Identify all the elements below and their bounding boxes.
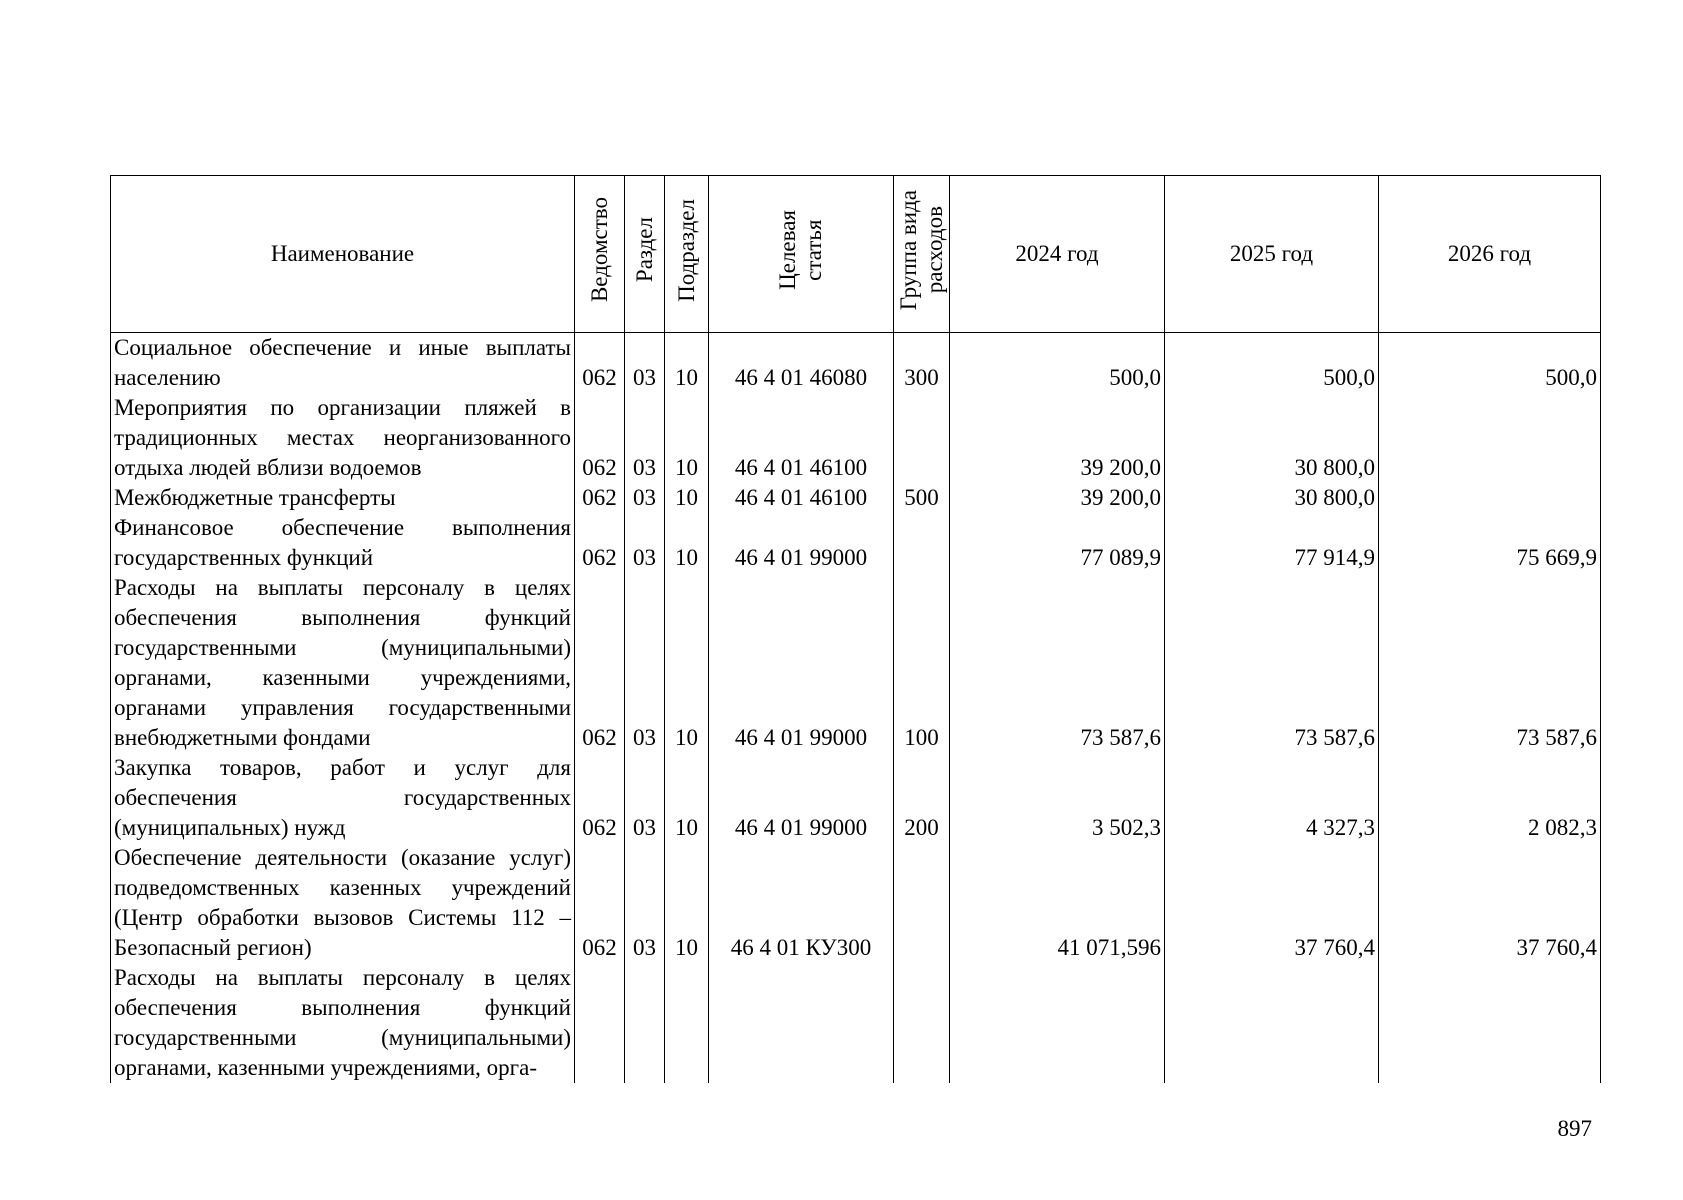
table-row — [111, 393, 1601, 483]
row-vedomstvo: 062 — [575, 753, 625, 843]
row-value-2024 — [950, 963, 1165, 1083]
row-podrazdel: 10 — [665, 573, 709, 753]
header-name: Наименование — [111, 176, 575, 333]
row-name: Мероприятия по организации пляжей в традиционных местах неорганизованного отдыха людей вблизи водоемов — [111, 393, 575, 483]
row-vedomstvo: 062 — [575, 393, 625, 483]
row-razdel: 03 — [625, 753, 665, 843]
row-value-2024: 3 502,3 — [950, 753, 1165, 843]
row-target-article: 46 4 01 46100 — [709, 393, 894, 483]
row-value-2024: 77 089,9 — [950, 513, 1165, 573]
header-vedomstvo: Ведомство — [575, 176, 625, 333]
row-value-2026: 500,0 — [1379, 333, 1601, 394]
row-razdel: 03 — [625, 573, 665, 753]
row-value-2026: 75 669,9 — [1379, 513, 1601, 573]
row-value-2026 — [1379, 393, 1601, 483]
row-value-2024: 73 587,6 — [950, 573, 1165, 753]
row-vedomstvo: 062 — [575, 513, 625, 573]
header-target-article: Целевая статья — [709, 176, 894, 333]
header-podrazdel: Подраздел — [665, 176, 709, 333]
row-name: Обеспечение деятельности (оказание услуг) подведомственных казенных учреждений (Центр обработки вызовов Системы 112 – Безопасный регион) — [111, 843, 575, 963]
row-vedomstvo: 062 — [575, 573, 625, 753]
row-expense-group — [894, 963, 950, 1083]
row-value-2025: 4 327,3 — [1165, 753, 1379, 843]
row-target-article: 46 4 01 99000 — [709, 753, 894, 843]
header-razdel: Раздел — [625, 176, 665, 333]
row-target-article: 46 4 01 46080 — [709, 333, 894, 394]
row-razdel: 03 — [625, 333, 665, 394]
row-value-2024: 39 200,0 — [950, 393, 1165, 483]
row-name: Социальное обеспечение и иные выплаты населению — [111, 333, 575, 394]
row-value-2025: 73 587,6 — [1165, 573, 1379, 753]
table-row — [111, 333, 1601, 394]
row-value-2025: 500,0 — [1165, 333, 1379, 394]
row-razdel — [625, 963, 665, 1083]
row-value-2024: 500,0 — [950, 333, 1165, 394]
table-header-row — [111, 176, 1601, 333]
table-row — [111, 963, 1601, 1083]
row-razdel: 03 — [625, 483, 665, 513]
row-name: Межбюджетные трансферты — [111, 483, 575, 513]
row-podrazdel: 10 — [665, 753, 709, 843]
row-expense-group: 300 — [894, 333, 950, 394]
row-expense-group — [894, 513, 950, 573]
row-razdel: 03 — [625, 513, 665, 573]
row-expense-group: 500 — [894, 483, 950, 513]
header-2026: 2026 год — [1379, 176, 1601, 333]
page-number: 897 — [1557, 1116, 1592, 1141]
table-row — [111, 573, 1601, 753]
row-value-2026 — [1379, 483, 1601, 513]
table-row — [111, 753, 1601, 843]
row-value-2024: 41 071,596 — [950, 843, 1165, 963]
row-podrazdel: 10 — [665, 393, 709, 483]
row-podrazdel: 10 — [665, 333, 709, 394]
row-vedomstvo: 062 — [575, 483, 625, 513]
header-2025: 2025 год — [1165, 176, 1379, 333]
header-2024: 2024 год — [950, 176, 1165, 333]
table-row — [111, 483, 1601, 513]
row-value-2025: 77 914,9 — [1165, 513, 1379, 573]
row-value-2026: 37 760,4 — [1379, 843, 1601, 963]
row-razdel: 03 — [625, 393, 665, 483]
row-vedomstvo: 062 — [575, 333, 625, 394]
row-podrazdel — [665, 963, 709, 1083]
row-value-2026: 2 082,3 — [1379, 753, 1601, 843]
row-target-article: 46 4 01 99000 — [709, 573, 894, 753]
row-razdel: 03 — [625, 843, 665, 963]
row-name: Закупка товаров, работ и услуг для обеспечения государственных (муниципальных) нужд — [111, 753, 575, 843]
row-name: Расходы на выплаты персоналу в целях обеспечения выполнения функций государственными (муниципальными) органами, казенными учреждениями, органами управления государственными внебюджетными фондами — [111, 573, 575, 753]
row-target-article: 46 4 01 46100 — [709, 483, 894, 513]
row-target-article — [709, 963, 894, 1083]
row-expense-group — [894, 843, 950, 963]
row-expense-group: 200 — [894, 753, 950, 843]
row-target-article: 46 4 01 99000 — [709, 513, 894, 573]
row-vedomstvo: 062 — [575, 843, 625, 963]
budget-table — [110, 175, 1601, 1083]
row-value-2025: 37 760,4 — [1165, 843, 1379, 963]
header-expense-group: Группа вида расходов — [894, 176, 950, 333]
row-name: Расходы на выплаты персоналу в целях обеспечения выполнения функций государственными (муниципальными) органами, казенными учреждениями, орга- — [111, 963, 575, 1083]
row-value-2025: 30 800,0 — [1165, 483, 1379, 513]
row-expense-group: 100 — [894, 573, 950, 753]
row-value-2025 — [1165, 963, 1379, 1083]
row-name: Финансовое обеспечение выполнения государственных функций — [111, 513, 575, 573]
row-value-2024: 39 200,0 — [950, 483, 1165, 513]
row-value-2025: 30 800,0 — [1165, 393, 1379, 483]
row-target-article: 46 4 01 КУ300 — [709, 843, 894, 963]
row-podrazdel: 10 — [665, 483, 709, 513]
row-value-2026 — [1379, 963, 1601, 1083]
row-expense-group — [894, 393, 950, 483]
row-podrazdel: 10 — [665, 513, 709, 573]
row-vedomstvo — [575, 963, 625, 1083]
row-value-2026: 73 587,6 — [1379, 573, 1601, 753]
table-row — [111, 513, 1601, 573]
row-podrazdel: 10 — [665, 843, 709, 963]
table-row — [111, 843, 1601, 963]
